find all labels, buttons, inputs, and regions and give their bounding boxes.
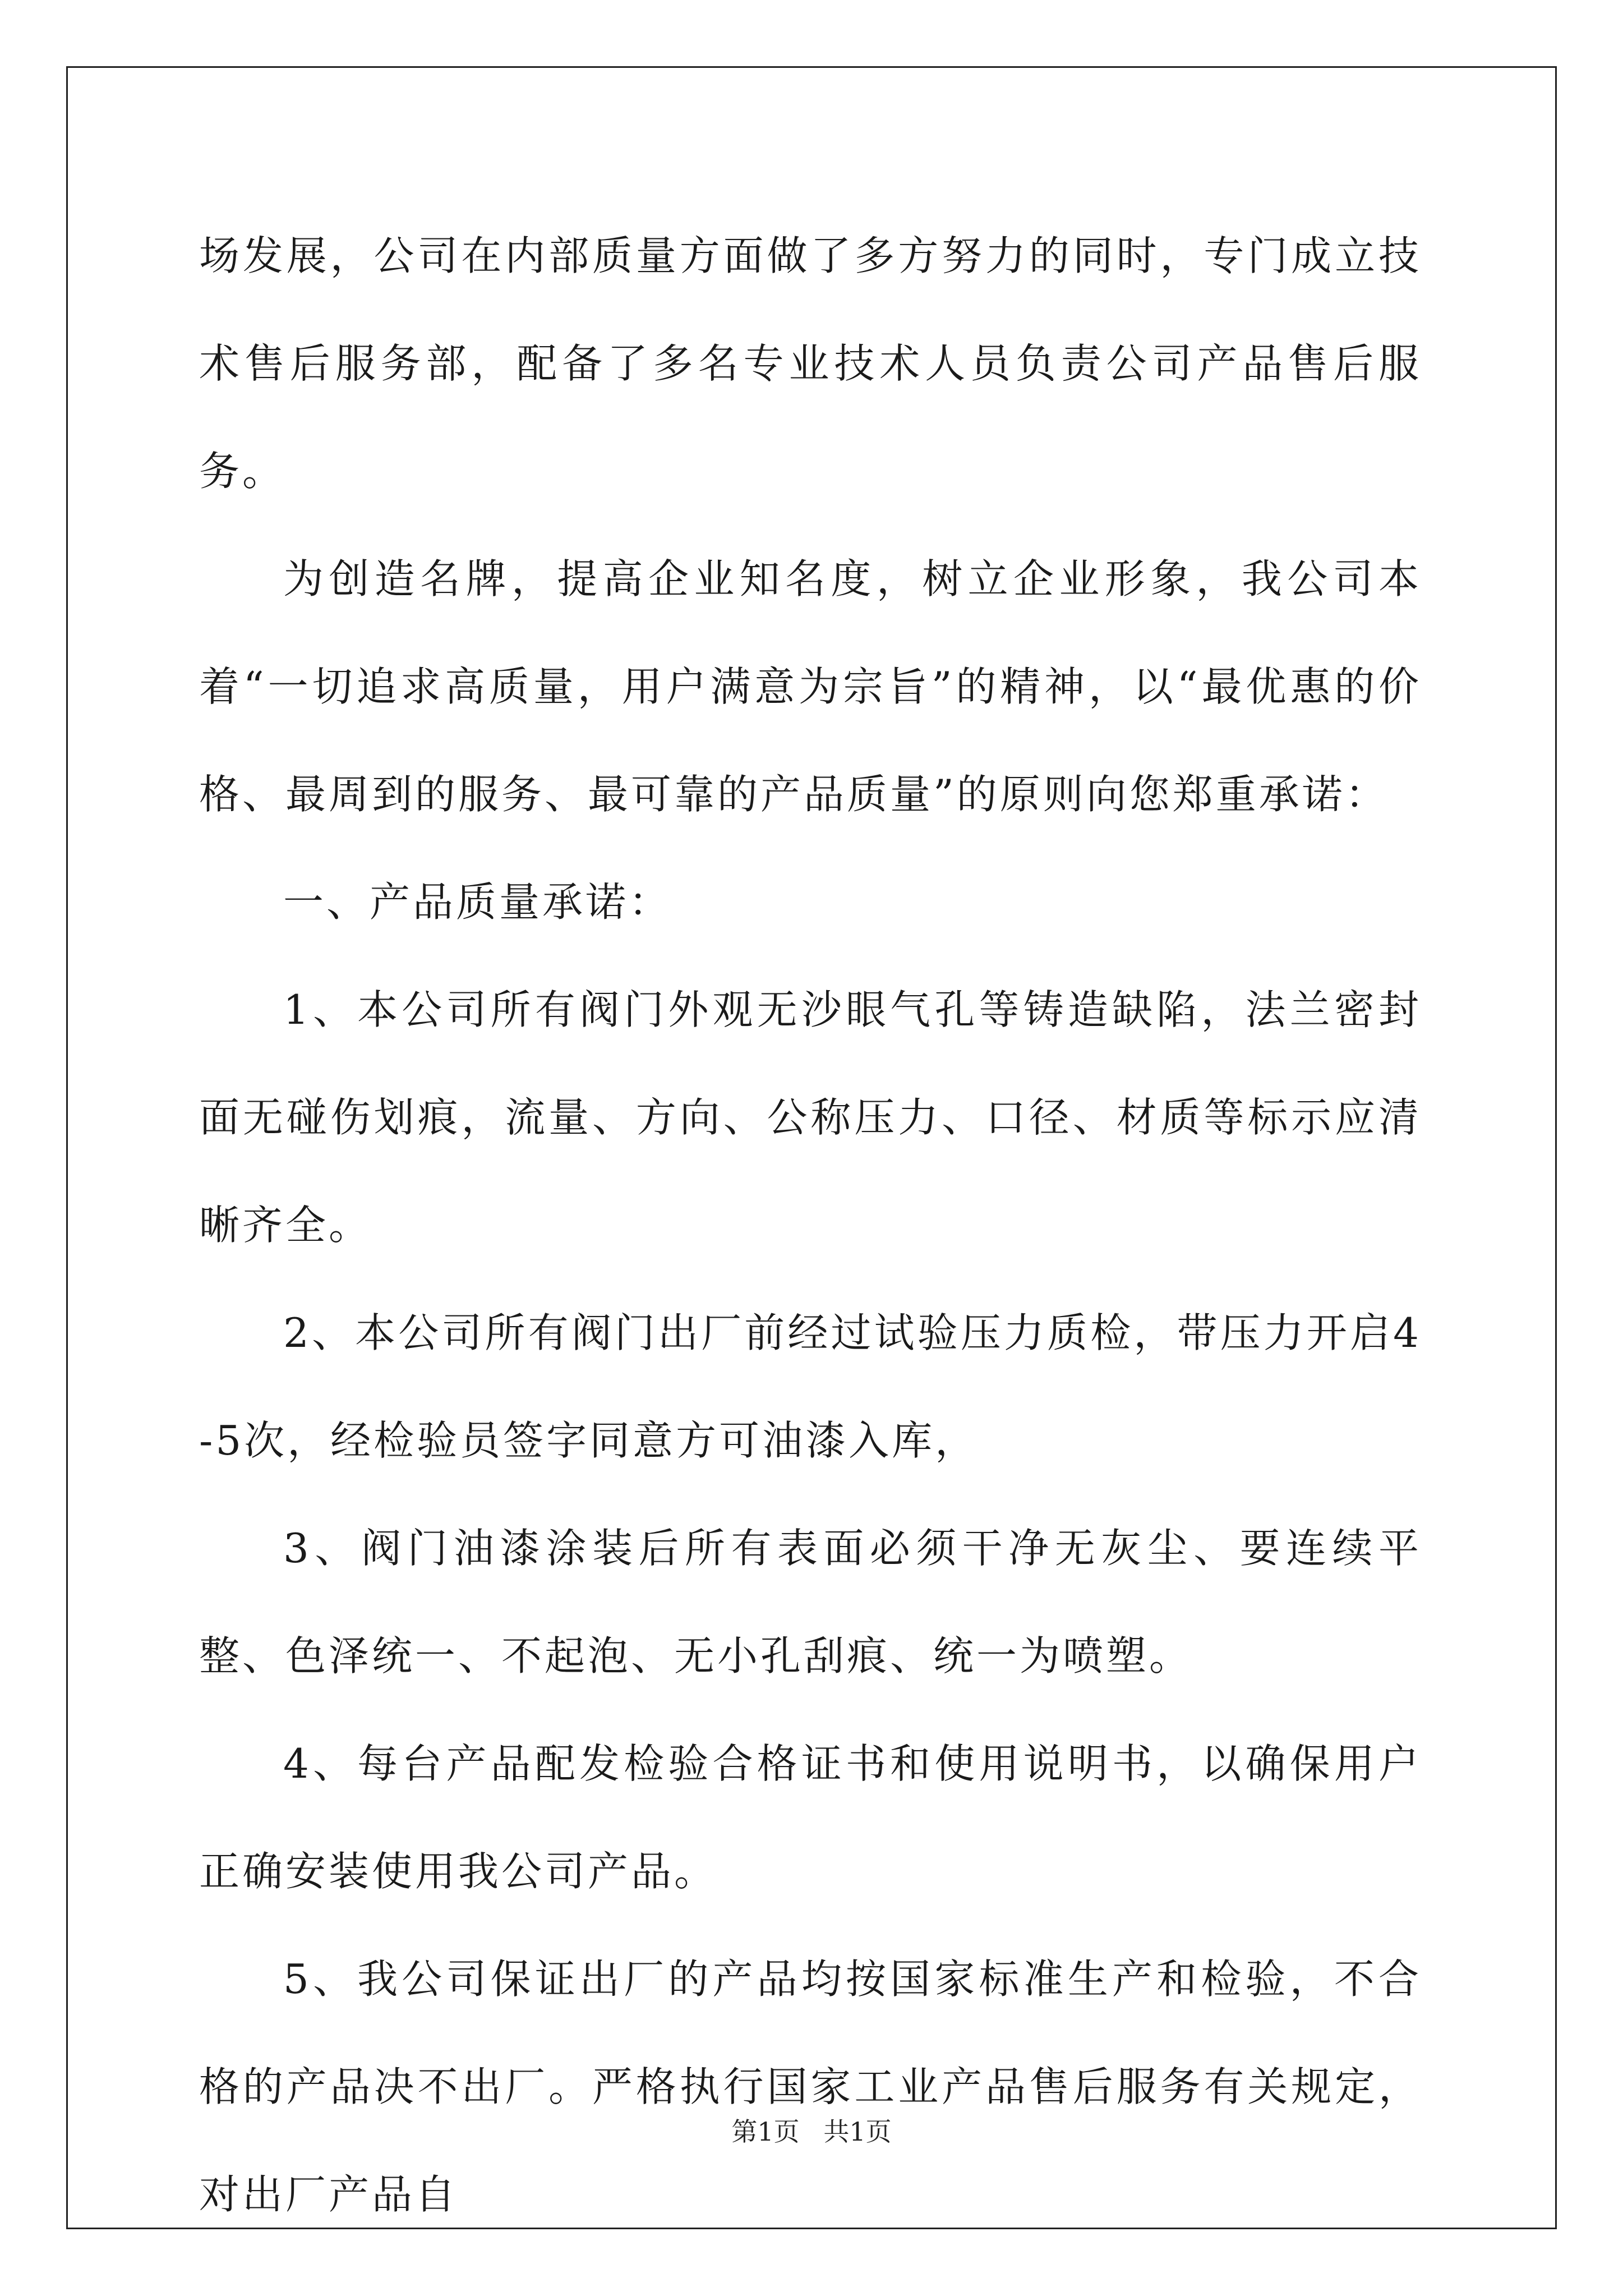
page-number-current: 第1页	[731, 2116, 800, 2147]
paragraph-item-5: 5、我公司保证出厂的产品均按国家标准生产和检验，不合格的产品决不出厂。严格执行国家工业产品售后服务有关规定，对出厂产品自	[199, 1955, 1422, 2218]
document-body	[199, 202, 1422, 2248]
paragraph-item-1: 1、本公司所有阀门外观无沙眼气孔等铸造缺陷，法兰密封面无碰伤划痕，流量、方向、公称压力、口径、材质等标示应清晰齐全。	[199, 986, 1422, 1249]
paragraph-1: 场发展，公司在内部质量方面做了多方努力的同时，专门成立技术售后服务部，配备了多名专业技术人员负责公司产品售后服务。	[199, 232, 1422, 495]
page-number-total: 共1页	[823, 2116, 892, 2147]
paragraph-2: 为创造名牌，提高企业知名度，树立企业形象，我公司本着“一切追求高质量，用户满意为宗旨”的精神，以“最优惠的价格、最周到的服务、最可靠的产品质量”的原则向您郑重承诺：	[199, 555, 1422, 818]
paragraph-item-4: 4、每台产品配发检验合格证书和使用说明书，以确保用户正确安装使用我公司产品。	[199, 1740, 1422, 1895]
paragraph-item-2: 2、本公司所有阀门出厂前经过试验压力质检，带压力开启4-5次，经检验员签字同意方可油漆入库，	[199, 1309, 1422, 1464]
page-footer	[0, 2115, 1623, 2148]
section-heading: 一、产品质量承诺：	[283, 878, 672, 926]
paragraph-item-3: 3、阀门油漆涂装后所有表面必须干净无灰尘、要连续平整、色泽统一、不起泡、无小孔刮痕、统一为喷塑。	[199, 1525, 1422, 1680]
